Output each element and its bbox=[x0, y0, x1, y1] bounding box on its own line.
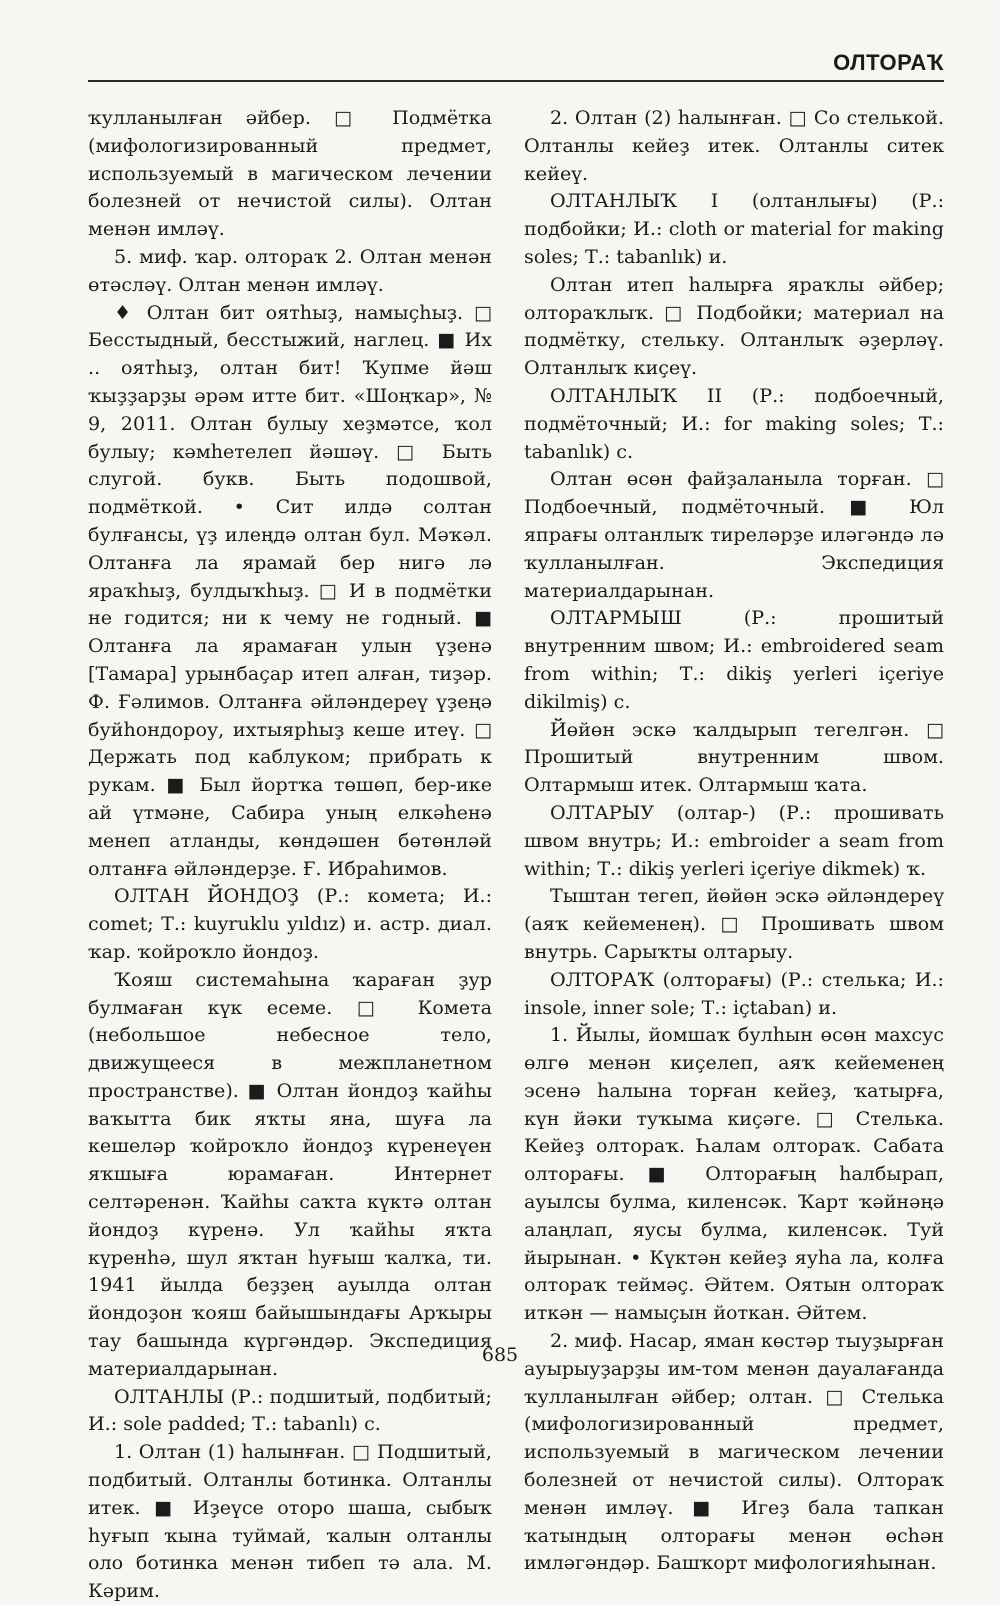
running-header bbox=[88, 46, 944, 82]
entry-headword-line: ОЛТАРЫУ (олтар-) (Р.: прошивать швом внутрь; И.: embroider a seam from within; Т.: dikiş yerleri içeriye dikmek) ҡ. bbox=[524, 800, 944, 880]
entry-paragraph: Йөйөн эскә ҡалдырып тегелгән. □ Прошитый внутренним швом. Олтармыш итек. Олтармыш ҡата. bbox=[524, 717, 944, 797]
entry-paragraph: 2. миф. Насар, яман көстәр тыуҙырған ауырыуҙарҙы им-том менән дауалағанда ҡулланылған әйбер; олтан. □ Стелька (мифологизированный предмет, используемый в магическом лечении болезней от нечистой силы). Олтораҡ менән имләү. ■ Игеҙ бала тапкан ҡатындың олторағы менән өсһән имләгәндәр. Башҡорт мифологияһынан. bbox=[524, 1329, 944, 1575]
entry-paragraph: Олтан өсөн файҙаланыла торған. □ Подбоечный, подмёточный. ■ Юл япрағы олтанлыҡ тирелəрҙе илəгəндә лә ҡулланылған. Экспедиция материалдарынан. bbox=[524, 467, 944, 602]
entry-headword-line: ОЛТАНЛЫ (Р.: подшитый, подбитый; И.: sole padded; Т.: tabanlı) с. bbox=[88, 1384, 492, 1436]
entry-headword-line: ОЛТАНЛЫҠ I (олтанлығы) (Р.: подбойки; И.: cloth or material for making soles; Т.: tabanlık) и. bbox=[524, 189, 944, 268]
entry-paragraph: Олтан итеп һалырға яраҡлы әйбер; олтораҡлыҡ. □ Подбойки; материал на подмётку, стельку. Олтанлыҡ әҙерләү. Олтанлыҡ киҫеү. bbox=[524, 272, 944, 380]
entry-paragraph: 2. Олтан (2) һалынған. □ Со стелькой. Олтанлы кейеҙ итек. Олтанлы ситек кейеү. bbox=[524, 106, 944, 185]
entry-paragraph: 1. Олтан (1) һалынған. □ Подшитый, подбитый. Олтанлы ботинка. Олтанлы итек. ■ Иҙеүсе оторо шаша, сыбыҡ һуғып ҡына туймай, ҡалын олтанлы оло ботинка менән тибеп тә ала. М. Кәрим. bbox=[88, 1440, 492, 1603]
entry-paragraph: Тыштан тегеп, йөйөн эскә әйләндереү (аяҡ кейеменең). □ Прошивать швом внутрь. Сарыҡты олтарыу. bbox=[524, 884, 944, 963]
entry-paragraph: 1. Йылы, йомшаҡ булһын өсөн махсус өлгө менән киҫелеп, аяҡ кейеменең эсенә һалына торған кейеҙ, ҡатырға, күн йәки туҡыма киҫәге. □ Стелька. Кейеҙ олтораҡ. Һалам олтораҡ. Сабата олторағы. ■ Олторағың һалбырап, ауылсы булма, киленсәк. Ҡарт ҡәйнәңә алаңлап, яусы булма, киленсәк. Туй йырынан. • Күктән кейеҙ яуһа ла, колға олтораҡ теймәҫ. Әйтем. Оятын олтораҡ иткән — намыҫын йоткан. Әйтем. bbox=[524, 1023, 944, 1325]
entry-headword-line: ОЛТАРМЫШ (Р.: прошитый внутренним швом; И.: embroidered seam from within; Т.: dikiş yerleri içeriye dikilmiş) с. bbox=[524, 606, 944, 713]
entry-paragraph: ♦ Олтан бит оятһыҙ, намыҫһыҙ. □ Бесстыдный, бесстыжий, наглец. ■ Их .. оятһыҙ, олтан бит! Ҡупме йәш ҡыҙҙарҙы әрәм итте бит. «Шоңҡар», № 9, 2011. Олтан булыу хеҙмәтсе, ҡол булыу; кәмһетелеп йәшәү. □ Быть слугой. букв. Быть подошвой, подмёткой. • Сит илдә солтан булғансы, үҙ илеңдә олтан бул. Мәҡәл. Олтанға ла ярамай бер нигә лә яраҡһыҙ, булдыҡһыҙ. □ И в подмётки не годится; ни к чему не годный. ■ Олтанға ла ярамаған улын үҙенә [Тамара] урынбаҫар итеп алған, тиҙәр. Ф. Ғәлимов. Олтанға әйләндереү үҙеңә буйһондороу, ихтыярһыҙ кеше итеү. □ Держать под каблуком; прибрать к рукам. ■ Был йортҡа төшөп, бер-ике ай үтмәне, Сабира уның елкәһенә менеп атланды, көндәшен бөтөнләй олтанға әйләндерҙе. Ғ. Ибраһимов. bbox=[88, 300, 492, 880]
header-title: ОЛТОРАҠ bbox=[833, 50, 944, 75]
entry-headword-line: ОЛТОРАҠ (олторағы) (Р.: стелька; И.: insole, inner sole; Т.: içtaban) и. bbox=[524, 967, 944, 1019]
entry-paragraph: ҡулланылған әйбер. □ Подмётка (мифологизированный предмет, используемый в магическом лечении болезней от нечистой силы). Олтан менән имләү. bbox=[88, 106, 492, 241]
left-column bbox=[88, 104, 492, 1605]
entry-paragraph: Ҡояш системаһына ҡараған ҙур булмаған күк есеме. □ Комета (небольшое небесное тело, движущееся в межпланетном пространстве). ■ Олтан йондоҙ ҡайһы ваҡытта бик яҡты яна, шуға ла кешеләр ҡойроҡло йондоҙ күренеүен яҡшыға юрамаған. Интернет селтәренән. Ҡайһы саҡта күктә олтан йондоҙ күренә. Ул ҡайһы яҡта күренһә, шул яҡтан һуғыш ҡалҡа, ти. 1941 йылда беҙҙең ауылда олтан йондоҙон ҡояш байышындағы Арҡыры тау башында күргәндәр. Экспедиция материалдарынан. bbox=[88, 967, 492, 1380]
entry-headword-line: ОЛТАНЛЫҠ II (Р.: подбоечный, подмёточный; И.: for making soles; Т.: tabanlık) с. bbox=[524, 383, 944, 463]
entry-headword-line: ОЛТАН ЙОНДОҘ (Р.: комета; И.: comet; Т.: kuyruklu yıldız) и. астр. диал. ҡар. ҡойроҡло йондоҙ. bbox=[88, 884, 492, 963]
page-number: 685 bbox=[481, 1344, 519, 1366]
entry-paragraph: 5. миф. ҡар. олтораҡ 2. Олтан менән өтәсләү. Олтан менән имләү. bbox=[88, 244, 492, 296]
